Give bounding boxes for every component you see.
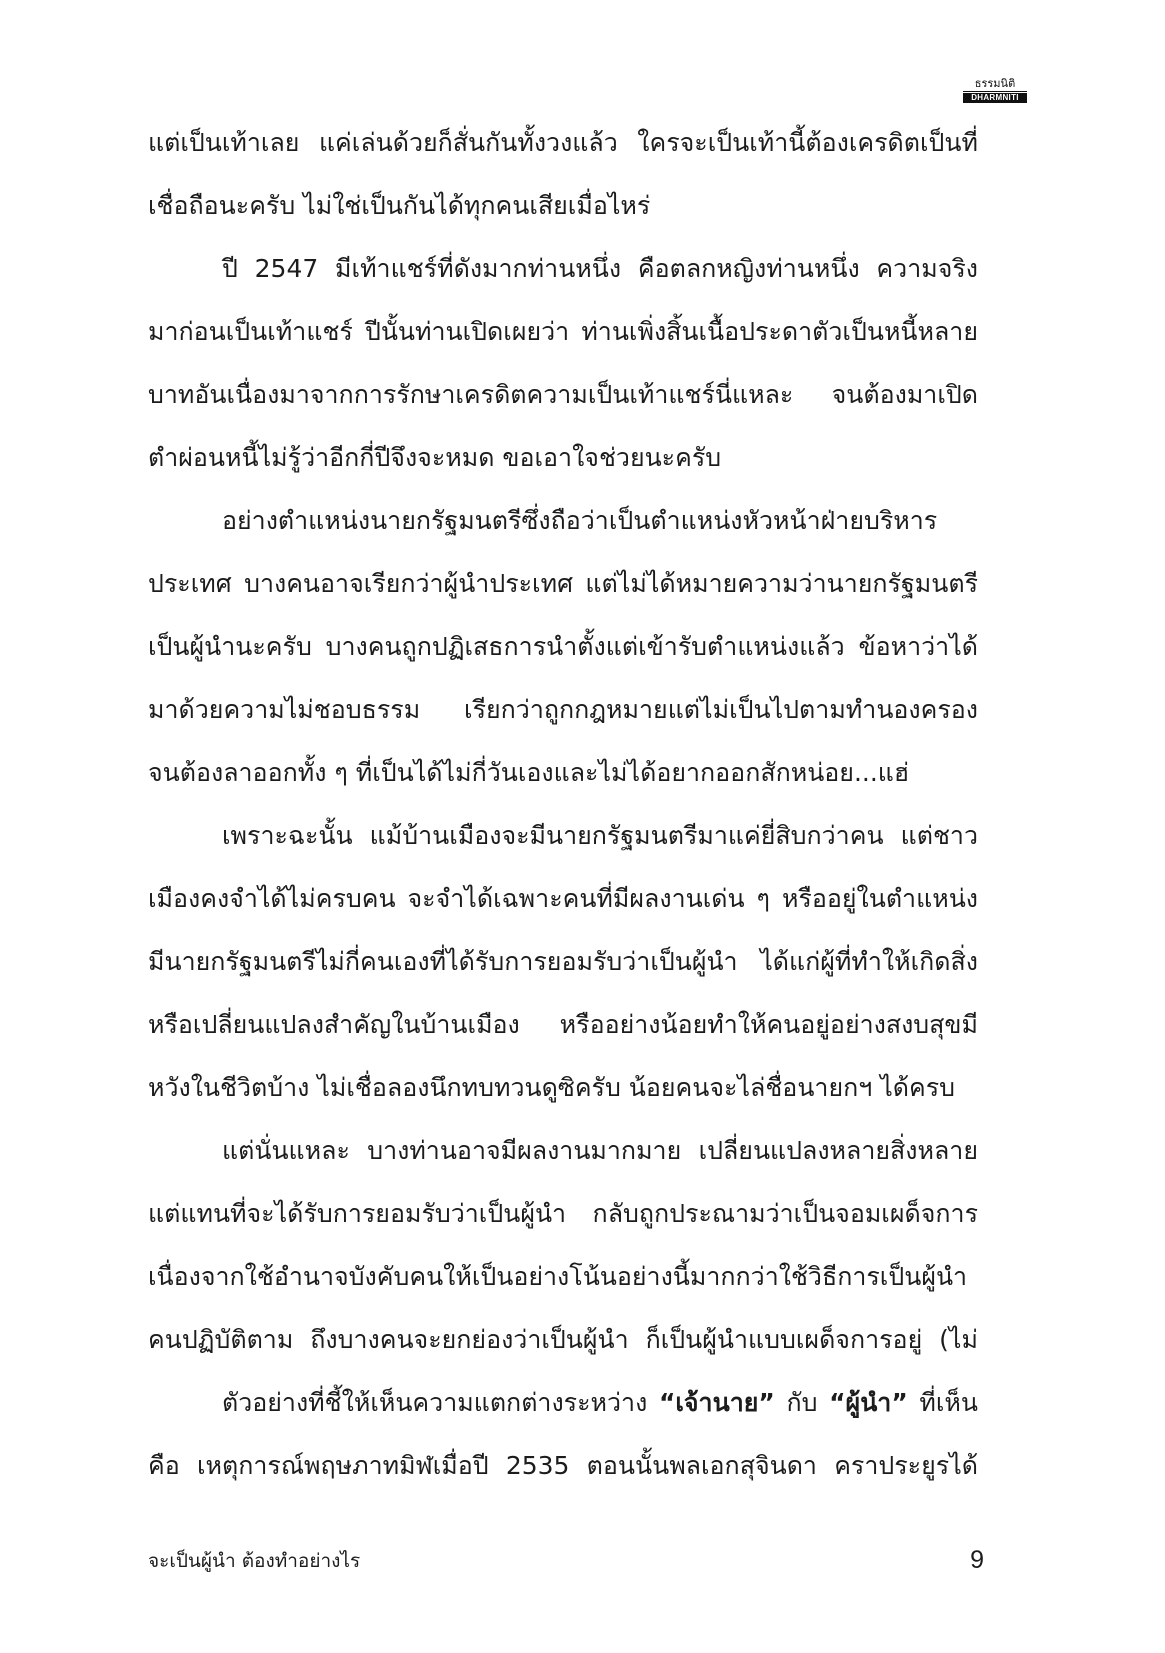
body-line: หรือเปลี่ยนแปลงสำคัญในบ้านเมือง หรืออย่างน้อยทำให้คนอยู่อย่างสงบสุขมี bbox=[148, 1010, 978, 1039]
body-line: ประเทศ บางคนอาจเรียกว่าผู้นำประเทศ แต่ไม่ได้หมายความว่านายกรัฐมนตรี bbox=[148, 569, 978, 598]
emphasis-term-boss: “เจ้านาย” bbox=[658, 1388, 775, 1417]
body-line: คนปฏิบัติตาม ถึงบางคนจะยกย่องว่าเป็นผู้นำ ก็เป็นผู้นำแบบเผด็จการอยู่ (ไม่ bbox=[148, 1325, 978, 1354]
body-line: คือ เหตุการณ์พฤษภาทมิฬเมื่อปี 2535 ตอนนั้นพลเอกสุจินดา คราประยูรได้ bbox=[148, 1451, 978, 1480]
footer-book-title: จะเป็นผู้นำ ต้องทำอย่างไร bbox=[148, 1550, 361, 1572]
body-line: เชื่อถือนะครับ ไม่ใช่เป็นกันได้ทุกคนเสียเมื่อไหร่ bbox=[148, 191, 651, 220]
body-line: เพราะฉะนั้น แม้บ้านเมืองจะมีนายกรัฐมนตรีมาแค่ยี่สิบกว่าคน แต่ชาว bbox=[222, 821, 978, 850]
body-line: อย่างตำแหน่งนายกรัฐมนตรีซึ่งถือว่าเป็นตำแหน่งหัวหน้าฝ่ายบริหาร bbox=[222, 506, 938, 535]
body-line: ตำผ่อนหนี้ไม่รู้ว่าอีกกี่ปีจึงจะหมด ขอเอาใจช่วยนะครับ bbox=[148, 443, 722, 472]
body-line: เนื่องจากใช้อำนาจบังคับคนให้เป็นอย่างโน้นอย่างนี้มากกว่าใช้วิธีการเป็นผู้นำ bbox=[148, 1262, 968, 1291]
body-line: แต่เป็นเท้าเลย แค่เล่นด้วยก็สั่นกันทั้งวงแล้ว ใครจะเป็นเท้านี้ต้องเครดิตเป็นที่ bbox=[148, 128, 978, 157]
logo-english-text: DHARMNITI bbox=[963, 93, 1027, 103]
body-text-segment: ตัวอย่างที่ชี้ให้เห็นความแตกต่างระหว่าง bbox=[222, 1388, 659, 1417]
body-line: บาทอันเนื่องมาจากการรักษาเครดิตความเป็นเท้าแชร์นี่แหละ จนต้องมาเปิด bbox=[148, 380, 978, 409]
body-line-with-emphasis bbox=[148, 1371, 978, 1434]
body-line: แต่แทนที่จะได้รับการยอมรับว่าเป็นผู้นำ กลับถูกประณามว่าเป็นจอมเผด็จการ bbox=[148, 1199, 978, 1228]
body-line: เมืองคงจำได้ไม่ครบคน จะจำได้เฉพาะคนที่มีผลงานเด่น ๆ หรืออยู่ในตำแหน่ง bbox=[148, 884, 978, 913]
logo-thai-text: ธรรมนิติ bbox=[963, 77, 1027, 92]
body-line: มาด้วยความไม่ชอบธรรม เรียกว่าถูกกฎหมายแต่ไม่เป็นไปตามทำนองครอง bbox=[148, 695, 978, 724]
publisher-logo bbox=[963, 77, 1027, 103]
body-text bbox=[148, 111, 978, 1497]
body-line: มาก่อนเป็นเท้าแชร์ ปีนั้นท่านเปิดเผยว่า ท่านเพิ่งสิ้นเนื้อประดาตัวเป็นหนี้หลาย bbox=[148, 317, 978, 346]
body-line: จนต้องลาออกทั้ง ๆ ที่เป็นได้ไม่กี่วันเองและไม่ได้อยากออกสักหน่อย...แฮ่ bbox=[148, 758, 910, 787]
emphasis-term-leader: “ผู้นำ” bbox=[829, 1388, 908, 1417]
body-line: หวังในชีวิตบ้าง ไม่เชื่อลองนึกทบทวนดูซิครับ น้อยคนจะไล่ชื่อนายกฯ ได้ครบ bbox=[148, 1073, 956, 1102]
body-line: ปี 2547 มีเท้าแชร์ที่ดังมากท่านหนึ่ง คือตลกหญิงท่านหนึ่ง ความจริง bbox=[222, 254, 978, 283]
body-line: แต่นั่นแหละ บางท่านอาจมีผลงานมากมาย เปลี่ยนแปลงหลายสิ่งหลาย bbox=[222, 1136, 978, 1165]
page-number: 9 bbox=[970, 1546, 984, 1574]
body-line: มีนายกรัฐมนตรีไม่กี่คนเองที่ได้รับการยอมรับว่าเป็นผู้นำ ได้แก่ผู้ที่ทำให้เกิดสิ่ง bbox=[148, 947, 978, 976]
body-text-segment: ที่เห็น bbox=[919, 1388, 978, 1417]
body-line: เป็นผู้นำนะครับ บางคนถูกปฏิเสธการนำตั้งแต่เข้ารับตำแหน่งแล้ว ข้อหาว่าได้ bbox=[148, 632, 978, 661]
body-text-segment: กับ bbox=[774, 1388, 830, 1417]
